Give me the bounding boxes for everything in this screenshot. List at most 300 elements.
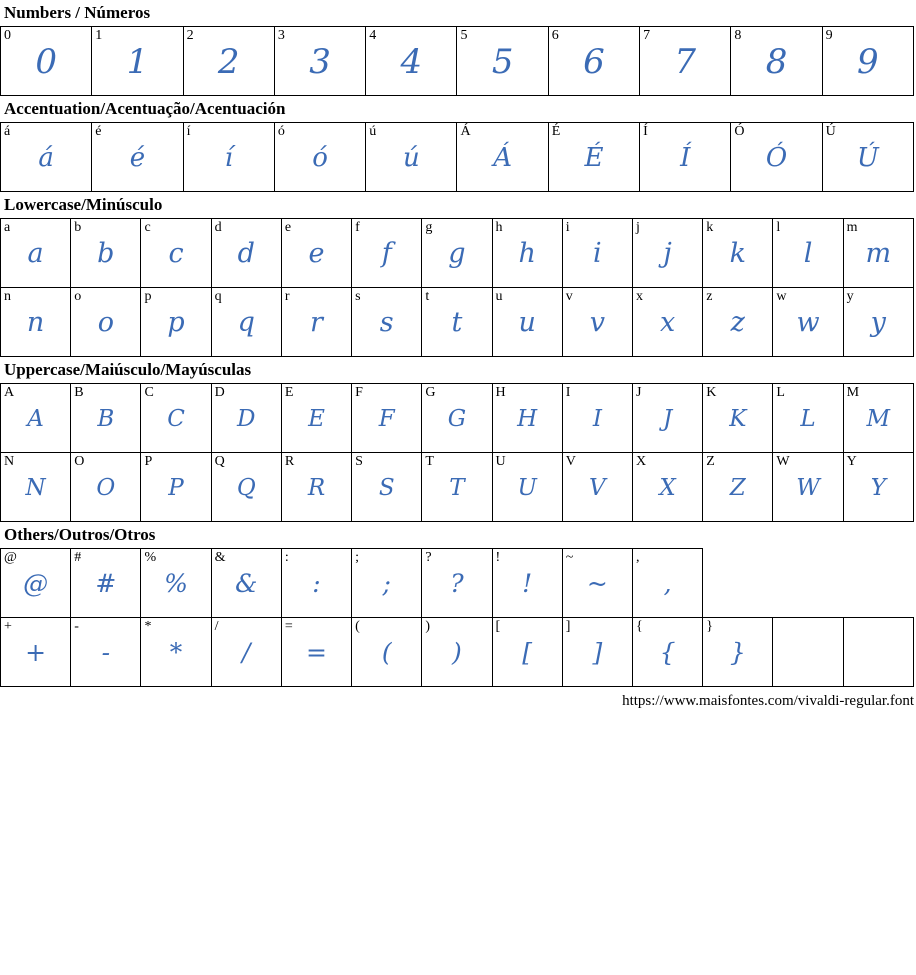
glyph-table-lowercase [0, 218, 914, 357]
glyph-cell-empty [773, 618, 843, 687]
glyph-label: ; [355, 550, 359, 565]
glyph-label: K [706, 385, 717, 400]
glyph-sample: / [242, 638, 251, 667]
glyph-sample: t [451, 307, 463, 338]
glyph-sample: l [803, 238, 813, 269]
glyph-sample: T [449, 475, 465, 501]
glyph-cell [703, 618, 773, 687]
glyph-sample: 1 [126, 42, 149, 82]
glyph-sample: 2 [217, 42, 240, 82]
glyph-cell [92, 123, 183, 192]
glyph-label: = [284, 619, 293, 634]
glyph-sample: ) [452, 638, 462, 667]
glyph-cell [422, 549, 492, 618]
glyph-label: R [284, 454, 295, 469]
glyph-sample: x [659, 307, 676, 338]
glyph-sample: @ [23, 569, 49, 598]
glyph-sample: i [593, 238, 602, 269]
glyph-sample: s [379, 307, 394, 338]
glyph-label: w [776, 289, 787, 304]
glyph-sample: O [96, 475, 116, 501]
glyph-sample: v [589, 307, 605, 338]
glyph-label: l [776, 220, 781, 235]
glyph-label: a [4, 220, 11, 235]
section-title-numbers: Numbers / Números [4, 3, 151, 22]
glyph-sample: 3 [309, 42, 331, 82]
glyph-table-uppercase [0, 383, 914, 522]
glyph-sample: J [662, 406, 673, 432]
glyph-cell [352, 453, 422, 522]
glyph-sample: = [306, 638, 327, 667]
glyph-sample: * [169, 638, 183, 667]
glyph-cell [211, 288, 281, 357]
glyph-label: 9 [825, 28, 833, 43]
glyph-cell [562, 618, 632, 687]
glyph-cell [281, 453, 351, 522]
glyph-sample: [ [522, 638, 533, 667]
glyph-label: 6 [551, 28, 559, 43]
glyph-sample: p [167, 307, 185, 338]
glyph-sample: M [866, 406, 891, 432]
glyph-sample: A [27, 406, 44, 432]
glyph-cell [211, 453, 281, 522]
glyph-label: # [74, 550, 82, 565]
glyph-sample: m [865, 238, 892, 269]
glyph-sample: h [518, 238, 536, 269]
glyph-label: ~ [565, 550, 574, 565]
glyph-sample: e [308, 238, 325, 269]
glyph-cell [457, 123, 548, 192]
glyph-sample: f [381, 238, 392, 269]
glyph-cell [731, 123, 822, 192]
glyph-label: t [425, 289, 430, 304]
glyph-cell [843, 219, 913, 288]
glyph-label: * [144, 619, 152, 634]
glyph-cell [352, 288, 422, 357]
glyph-label: q [214, 289, 222, 304]
glyph-sample: S [378, 475, 395, 501]
glyph-cell [141, 384, 211, 453]
glyph-cell [773, 384, 843, 453]
glyph-sample: c [168, 238, 184, 269]
glyph-sample: d [237, 238, 255, 269]
glyph-sample: á [38, 143, 54, 173]
glyph-label: B [74, 385, 84, 400]
glyph-label: ! [495, 550, 501, 565]
glyph-sample: ~ [586, 569, 608, 598]
glyph-cell [274, 123, 365, 192]
glyph-cell [1, 288, 71, 357]
glyph-label: / [214, 619, 219, 634]
glyph-sample: z [730, 307, 745, 338]
glyph-sample: 5 [491, 42, 514, 82]
glyph-cell [352, 384, 422, 453]
glyph-label: m [846, 220, 858, 235]
glyph-sample: 7 [674, 42, 697, 82]
glyph-sample: Y [870, 475, 886, 501]
glyph-label: c [144, 220, 151, 235]
glyph-sample: ] [592, 638, 603, 667]
glyph-label: ú [369, 124, 377, 139]
glyph-label: E [284, 385, 294, 400]
glyph-sample: N [25, 475, 46, 501]
table-row [1, 288, 914, 357]
glyph-cell [492, 453, 562, 522]
glyph-cell [422, 453, 492, 522]
glyph-label: C [144, 385, 154, 400]
glyph-cell [632, 453, 702, 522]
glyph-sample: 9 [857, 42, 879, 82]
glyph-cell [843, 384, 913, 453]
glyph-sample: í [224, 143, 233, 173]
glyph-sample: R [307, 475, 326, 501]
glyph-cell [1, 27, 92, 96]
glyph-label: o [74, 289, 82, 304]
glyph-label: h [495, 220, 503, 235]
glyph-label: } [706, 619, 713, 634]
glyph-sample: B [97, 406, 115, 432]
glyph-cell [492, 384, 562, 453]
glyph-cell [1, 123, 92, 192]
glyph-label: Ú [825, 124, 836, 139]
glyph-label: V [565, 454, 576, 469]
glyph-cell [71, 453, 141, 522]
glyph-label: J [635, 385, 642, 400]
glyph-table-numbers [0, 26, 914, 96]
glyph-sample: q [237, 307, 255, 338]
glyph-label: f [355, 220, 360, 235]
glyph-label: 2 [186, 28, 194, 43]
glyph-sample: } [729, 638, 746, 667]
glyph-sample: , [663, 569, 672, 598]
glyph-cell [71, 288, 141, 357]
glyph-label: j [635, 220, 640, 235]
glyph-cell [71, 384, 141, 453]
glyph-sample: k [729, 238, 746, 269]
glyph-label: D [214, 385, 225, 400]
glyph-sample: Ó [765, 143, 788, 173]
glyph-label: & [214, 550, 226, 565]
glyph-sample: b [97, 238, 115, 269]
glyph-label: n [4, 289, 11, 304]
glyph-cell [281, 618, 351, 687]
glyph-cell [281, 219, 351, 288]
glyph-sample: g [448, 238, 466, 269]
glyph-sample: X [659, 475, 676, 501]
glyph-sample: j [663, 238, 672, 269]
glyph-sample: Z [729, 475, 746, 501]
glyph-sample: % [164, 569, 188, 598]
glyph-cell [703, 453, 773, 522]
glyph-cell [92, 27, 183, 96]
glyph-label: u [495, 289, 503, 304]
glyph-label: 0 [4, 28, 11, 43]
glyph-sample: L [800, 406, 816, 432]
glyph-sample: a [27, 238, 44, 269]
glyph-cell [211, 618, 281, 687]
glyph-sample: F [378, 406, 395, 432]
glyph-label: S [355, 454, 363, 469]
glyph-label: M [846, 385, 860, 400]
glyph-sample: 0 [35, 42, 57, 82]
glyph-cell [71, 618, 141, 687]
glyph-cell [562, 288, 632, 357]
glyph-cell [1, 549, 71, 618]
glyph-label: Á [460, 124, 471, 139]
table-row [1, 384, 914, 453]
glyph-sample: G [447, 406, 467, 432]
glyph-label: T [425, 454, 434, 469]
glyph-cell [632, 384, 702, 453]
glyph-sample: V [589, 475, 606, 501]
glyph-cell [274, 27, 365, 96]
glyph-sample: ; [382, 569, 391, 598]
glyph-label: 1 [95, 28, 103, 43]
glyph-label: í [186, 124, 191, 139]
glyph-label: p [144, 289, 152, 304]
glyph-cell [1, 453, 71, 522]
glyph-sample: P [168, 475, 184, 501]
glyph-cell [632, 219, 702, 288]
glyph-sample: Ú [856, 143, 879, 173]
glyph-label: % [144, 550, 157, 565]
glyph-cell [562, 384, 632, 453]
section-title-uppercase: Uppercase/Maiúsculo/Mayúsculas [4, 360, 252, 379]
glyph-sample: C [167, 406, 185, 432]
glyph-label: v [565, 289, 573, 304]
glyph-cell [492, 549, 562, 618]
glyph-label: z [706, 289, 713, 304]
glyph-cell [141, 288, 211, 357]
glyph-sample: 4 [400, 42, 423, 82]
glyph-sample: : [312, 569, 321, 598]
glyph-label: é [95, 124, 102, 139]
glyph-cell [422, 219, 492, 288]
glyph-cell [1, 618, 71, 687]
glyph-cell [632, 549, 702, 618]
glyph-label: W [776, 454, 790, 469]
glyph-cell-empty [843, 618, 913, 687]
glyph-table-others [0, 548, 914, 687]
glyph-cell [183, 27, 274, 96]
glyph-cell [773, 288, 843, 357]
glyph-cell [422, 288, 492, 357]
glyph-label: s [355, 289, 361, 304]
glyph-sample: ! [522, 569, 533, 598]
glyph-label: ó [277, 124, 285, 139]
glyph-sample: K [729, 406, 747, 432]
glyph-label: 4 [369, 28, 377, 43]
glyph-label: Y [846, 454, 857, 469]
glyph-sample: W [796, 475, 820, 501]
glyph-sample: U [517, 475, 537, 501]
glyph-cell [703, 288, 773, 357]
glyph-sample: Q [236, 475, 256, 501]
glyph-sample: é [129, 143, 146, 173]
glyph-cell [548, 27, 639, 96]
table-row [1, 27, 914, 96]
glyph-label: Ó [734, 124, 745, 139]
glyph-label: N [4, 454, 15, 469]
glyph-cell [141, 549, 211, 618]
glyph-cell [211, 549, 281, 618]
glyph-cell [548, 123, 639, 192]
glyph-sample: ( [381, 638, 392, 667]
glyph-cell [211, 219, 281, 288]
glyph-sample: I [592, 406, 602, 432]
glyph-cell [822, 27, 913, 96]
glyph-cell [281, 288, 351, 357]
source-url[interactable]: https://www.maisfontes.com/vivaldi-regular.font [622, 693, 914, 709]
glyph-label: 3 [277, 28, 285, 43]
glyph-label: g [425, 220, 433, 235]
glyph-label: G [425, 385, 436, 400]
glyph-cell [562, 219, 632, 288]
glyph-cell [492, 288, 562, 357]
glyph-sample: r [310, 307, 323, 338]
glyph-label: P [144, 454, 153, 469]
table-row [1, 123, 914, 192]
glyph-cell [281, 384, 351, 453]
glyph-sample: # [95, 569, 117, 598]
glyph-label: [ [495, 619, 501, 634]
glyph-sample: H [517, 406, 538, 432]
glyph-sample: w [796, 307, 820, 338]
glyph-sample: ú [402, 143, 420, 173]
glyph-label: b [74, 220, 82, 235]
glyph-sample: 6 [583, 42, 605, 82]
glyph-cell [843, 453, 913, 522]
glyph-cell [422, 618, 492, 687]
glyph-label: A [4, 385, 15, 400]
glyph-sample: Á [493, 143, 513, 173]
glyph-label: Í [643, 124, 648, 139]
glyph-label: H [495, 385, 506, 400]
glyph-cell [281, 549, 351, 618]
glyph-label: 5 [460, 28, 468, 43]
glyph-cell [366, 123, 457, 192]
glyph-label: @ [4, 550, 17, 565]
glyph-sample: & [235, 569, 258, 598]
glyph-cell [640, 123, 731, 192]
glyph-cell [773, 453, 843, 522]
glyph-label: á [4, 124, 11, 139]
glyph-label: F [355, 385, 363, 400]
glyph-cell [352, 618, 422, 687]
glyph-cell [352, 549, 422, 618]
glyph-cell [1, 384, 71, 453]
glyph-cell [731, 27, 822, 96]
section-title-lowercase: Lowercase/Minúsculo [4, 195, 163, 214]
glyph-label: U [495, 454, 506, 469]
glyph-label: ? [425, 550, 432, 565]
glyph-label: ] [565, 619, 571, 634]
glyph-sample: u [518, 307, 536, 338]
glyph-cell [211, 384, 281, 453]
section-title-accentuation: Accentuation/Acentuação/Acentuación [4, 99, 286, 118]
glyph-label: + [4, 619, 12, 634]
glyph-label: ) [425, 619, 430, 634]
glyph-sample: 8 [765, 42, 788, 82]
glyph-cell [640, 27, 731, 96]
glyph-sample: É [584, 143, 604, 173]
glyph-cell [141, 618, 211, 687]
table-row [1, 219, 914, 288]
table-row [1, 618, 914, 687]
glyph-cell [632, 288, 702, 357]
glyph-label: I [565, 385, 571, 400]
glyph-sample: - [101, 638, 111, 667]
glyph-cell [822, 123, 913, 192]
glyph-cell [773, 219, 843, 288]
glyph-cell [843, 288, 913, 357]
glyph-sample: E [308, 406, 325, 432]
glyph-label: e [284, 220, 292, 235]
glyph-label: 8 [734, 28, 742, 43]
glyph-label: Q [214, 454, 225, 469]
glyph-cell [457, 27, 548, 96]
glyph-cell [71, 219, 141, 288]
glyph-table-accentuation [0, 122, 914, 192]
glyph-cell [141, 219, 211, 288]
glyph-label: X [635, 454, 647, 469]
glyph-cell [1, 219, 71, 288]
glyph-label: x [635, 289, 643, 304]
glyph-cell [562, 453, 632, 522]
glyph-sample: Í [680, 143, 691, 173]
glyph-label: 7 [643, 28, 651, 43]
glyph-label: O [74, 454, 85, 469]
glyph-sample: n [26, 307, 45, 338]
glyph-label: d [214, 220, 222, 235]
table-row [1, 453, 914, 522]
glyph-label: { [635, 619, 643, 634]
glyph-sample: o [97, 307, 114, 338]
glyph-cell [366, 27, 457, 96]
glyph-cell [703, 384, 773, 453]
glyph-sample: D [237, 406, 256, 432]
glyph-cell [703, 219, 773, 288]
table-row [1, 549, 914, 618]
glyph-label: Z [706, 454, 715, 469]
glyph-label: i [565, 220, 570, 235]
glyph-cell [141, 453, 211, 522]
glyph-sample: ? [450, 569, 464, 598]
glyph-cell [492, 219, 562, 288]
glyph-sample: ó [312, 143, 328, 173]
glyph-cell [352, 219, 422, 288]
glyph-cell [632, 618, 702, 687]
glyph-label: - [74, 619, 79, 634]
glyph-cell [71, 549, 141, 618]
glyph-label: r [284, 289, 290, 304]
glyph-cell [492, 618, 562, 687]
glyph-sample: { [659, 638, 676, 667]
glyph-label: k [706, 220, 714, 235]
glyph-cell [422, 384, 492, 453]
glyph-label: É [551, 124, 561, 139]
glyph-cell [183, 123, 274, 192]
glyph-label: , [635, 550, 640, 565]
glyph-label: : [284, 550, 289, 565]
glyph-label: ( [355, 619, 360, 634]
section-title-others: Others/Outros/Otros [4, 525, 156, 544]
glyph-label: y [846, 289, 854, 304]
glyph-sample: + [25, 638, 47, 667]
glyph-label: L [776, 385, 785, 400]
glyph-cell [562, 549, 632, 618]
glyph-sample: y [870, 307, 886, 338]
